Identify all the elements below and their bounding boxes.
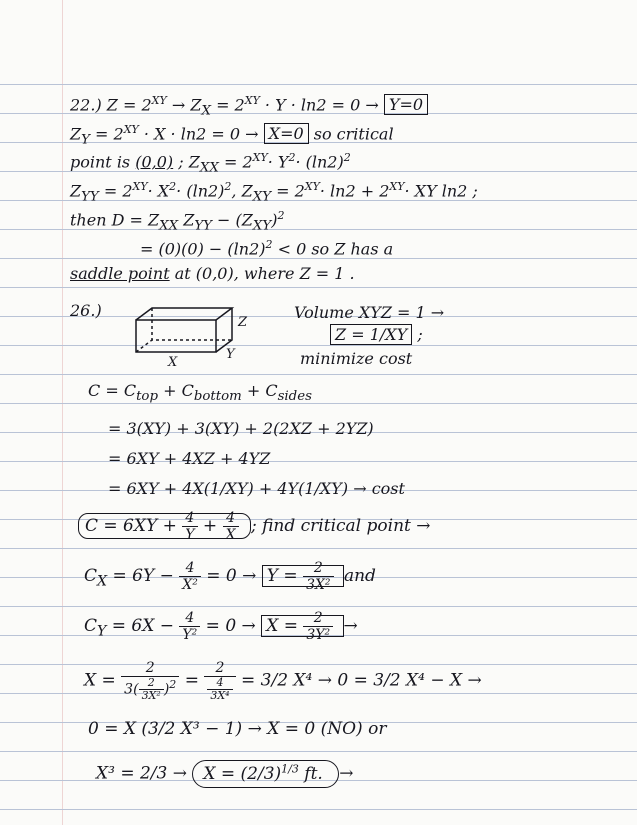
ruled-line	[0, 345, 637, 346]
ruled-line	[0, 461, 637, 462]
saddle-point-label: saddle point	[70, 264, 170, 283]
cost-step-1: = 3(XY) + 3(XY) + 2(2XZ + 2YZ)	[108, 419, 374, 438]
minimize-note: minimize cost	[300, 349, 413, 368]
partial-cy: $C_Y = 6X$ − $\frac{4}{\text{Y²}}$ = 0 → X = $\frac{2}{\text{3Y²}}$ →	[84, 610, 358, 643]
ruled-line	[0, 809, 637, 810]
p22-line-5: then $D = Z_{XX}$ $Z_{YY} - (Z_{XY})^2$	[70, 209, 285, 234]
ruled-line	[0, 84, 637, 85]
boxed-x-zero: X=0	[264, 123, 309, 144]
ruled-line	[0, 751, 637, 752]
p22-line-6: = $(0)(0) - (\ln 2)^2 < 0$ so Z has a	[140, 238, 394, 259]
cost-step-3: = 6XY + 4X(1/XY) + 4Y(1/XY) → cost	[108, 479, 405, 498]
sketch-label-y: Y	[226, 347, 235, 362]
cost-function: C = 6XY + $\frac{4}{Y}$ + $\frac{4}{X}$ ; find critical point →	[78, 510, 431, 543]
p22-line-2: $Z_Y = 2^{XY} \cdot X \cdot \ln 2 = 0 \to X=0$ so critical	[70, 123, 394, 148]
box-sketch-icon	[128, 300, 258, 370]
ruled-line	[0, 374, 637, 375]
factor-step: 0 = X (3/2 X³ − 1) → X = 0 (NO) or	[88, 719, 387, 739]
final-step: $X^3 = 2/3 \to X = (2/3)^{1/3}$ ft. →	[96, 758, 353, 785]
p22-number: 22.)	[70, 95, 102, 115]
p22-line-1: 22.) $Z = 2^{XY} \to Z_X = 2^{XY} \cdot Y \cdot \ln 2 = 0 \to Y=0$	[70, 90, 428, 123]
boxed-y-zero: Y=0	[384, 94, 428, 115]
substitution-step: X = 2 3( $\frac{2}{\text{3X²}}$ )$^2$ = $\frac{2}{\frac{4}{\text{3X⁴}}}$ = 3/2 X⁴ → 0 = 3/2 X⁴ − X →	[84, 660, 482, 703]
cost-definition: $C = C_{top} + C_{bottom} + C_{sides}$	[88, 381, 312, 405]
box-top-face	[136, 308, 232, 320]
volume-constraint: Volume XYZ = 1 →	[294, 303, 445, 322]
boxed-x-solution: X = $\frac{2}{\text{3Y²}}$	[261, 615, 343, 637]
circled-answer: $X = (2/3)^{1/3}$ ft.	[192, 760, 339, 788]
ruled-line	[0, 606, 637, 607]
p22-line-3: point is (0,0) ; $Z_{XX} = 2^{XY}\cdot Y^2\cdot (\ln 2)^2$	[70, 151, 351, 176]
box-front-face	[136, 320, 216, 352]
boxed-y-solution: Y = $\frac{2}{\text{3X²}}$	[262, 565, 344, 587]
p22-line-7: saddle point at (0,0), where Z = 1 .	[70, 264, 355, 283]
z-solution: Z = 1/XY ;	[330, 324, 423, 346]
ruled-line	[0, 287, 637, 288]
sketch-label-x: X	[168, 355, 178, 370]
ruled-line	[0, 548, 637, 549]
partial-cx: $C_X = 6Y$ − $\frac{4}{\text{X²}}$ = 0 → Y = $\frac{2}{\text{3X²}}$ and	[84, 560, 376, 593]
p22-line-4: $Z_{YY} = 2^{XY}\cdot X^2\cdot (\ln 2)^2$, $Z_{XY} = 2^{XY}\cdot \ln 2 + 2^{XY}\cdot$ XY ln2 ;	[70, 180, 478, 205]
sketch-label-z: Z	[238, 315, 248, 330]
margin-line	[62, 0, 63, 825]
p26-number: 26.)	[70, 301, 102, 320]
cost-step-2: = 6XY + 4XZ + 4YZ	[108, 449, 271, 468]
boxed-z: Z = 1/XY	[330, 324, 412, 345]
boxed-cost-function: C = 6XY + $\frac{4}{Y}$ + $\frac{4}{X}$	[78, 513, 251, 539]
